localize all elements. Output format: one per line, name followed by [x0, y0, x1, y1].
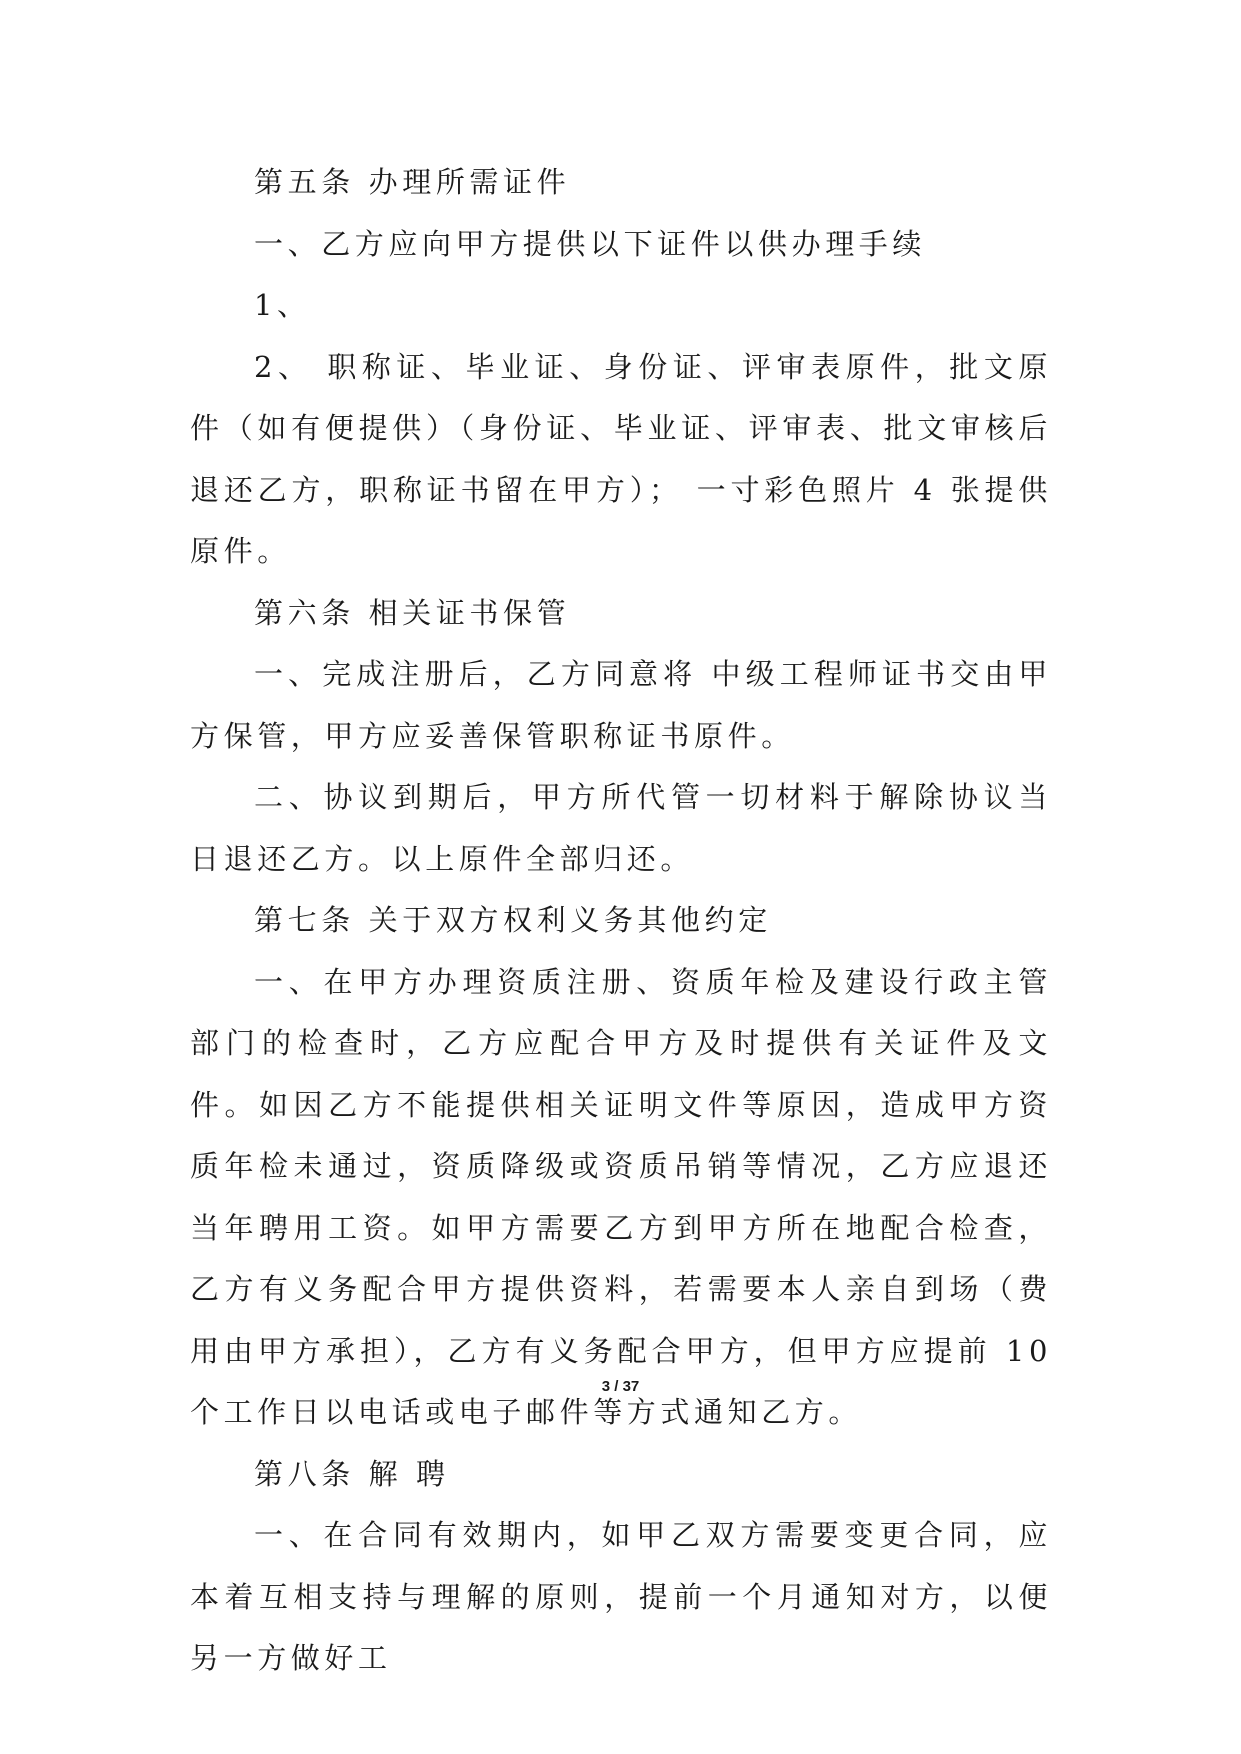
- article-6-heading: 第六条 相关证书保管: [254, 595, 571, 630]
- document-body: [190, 152, 1066, 1690]
- article-6-clause-1: 一、完成注册后，乙方同意将 中级工程师证书交由甲方保管，甲方应妥善保管职称证书原件。: [190, 657, 1052, 753]
- article-6-clause-2: 二、协议到期后，甲方所代管一切材料于解除协议当日退还乙方。以上原件全部归还。: [190, 780, 1052, 876]
- article-7-heading: 第七条 关于双方权利义务其他约定: [254, 903, 772, 937]
- article-8-clause-1: 一、在合同有效期内，如甲乙双方需要变更合同，应本着互相支持与理解的原则，提前一个月通知对方，以便另一方做好工: [190, 1518, 1052, 1675]
- article-5-item-2: 2、 职称证、毕业证、身份证、评审表原件，批文原件（如有便提供）（身份证、毕业证、评审表、批文审核后退还乙方，职称证书留在甲方）； 一寸彩色照片 4 张提供原件。: [190, 349, 1052, 568]
- article-5-heading: 第五条 办理所需证件: [254, 165, 571, 199]
- article-7-clause-1: 一、在甲方办理资质注册、资质年检及建设行政主管部门的检查时，乙方应配合甲方及时提供有关证件及文件。如因乙方不能提供相关证明文件等原因，造成甲方资质年检未通过，资质降级或资质吊销等情况，乙方应退还当年聘用工资。如甲方需要乙方到甲方所在地配合检查，乙方有义务配合甲方提供资料，若需要本人亲自到场（费用由甲方承担），乙方有义务配合甲方，但甲方应提前 10 个工作日以电话或电子邮件等方式通知乙方。: [190, 964, 1066, 1429]
- article-5-item-1: 1、: [254, 288, 311, 322]
- page-number: 3 / 37: [601, 1378, 640, 1395]
- article-8-heading: 第八条 解 聘: [254, 1456, 450, 1491]
- article-5-clause-1: 一、乙方应向甲方提供以下证件以供办理手续: [254, 226, 927, 261]
